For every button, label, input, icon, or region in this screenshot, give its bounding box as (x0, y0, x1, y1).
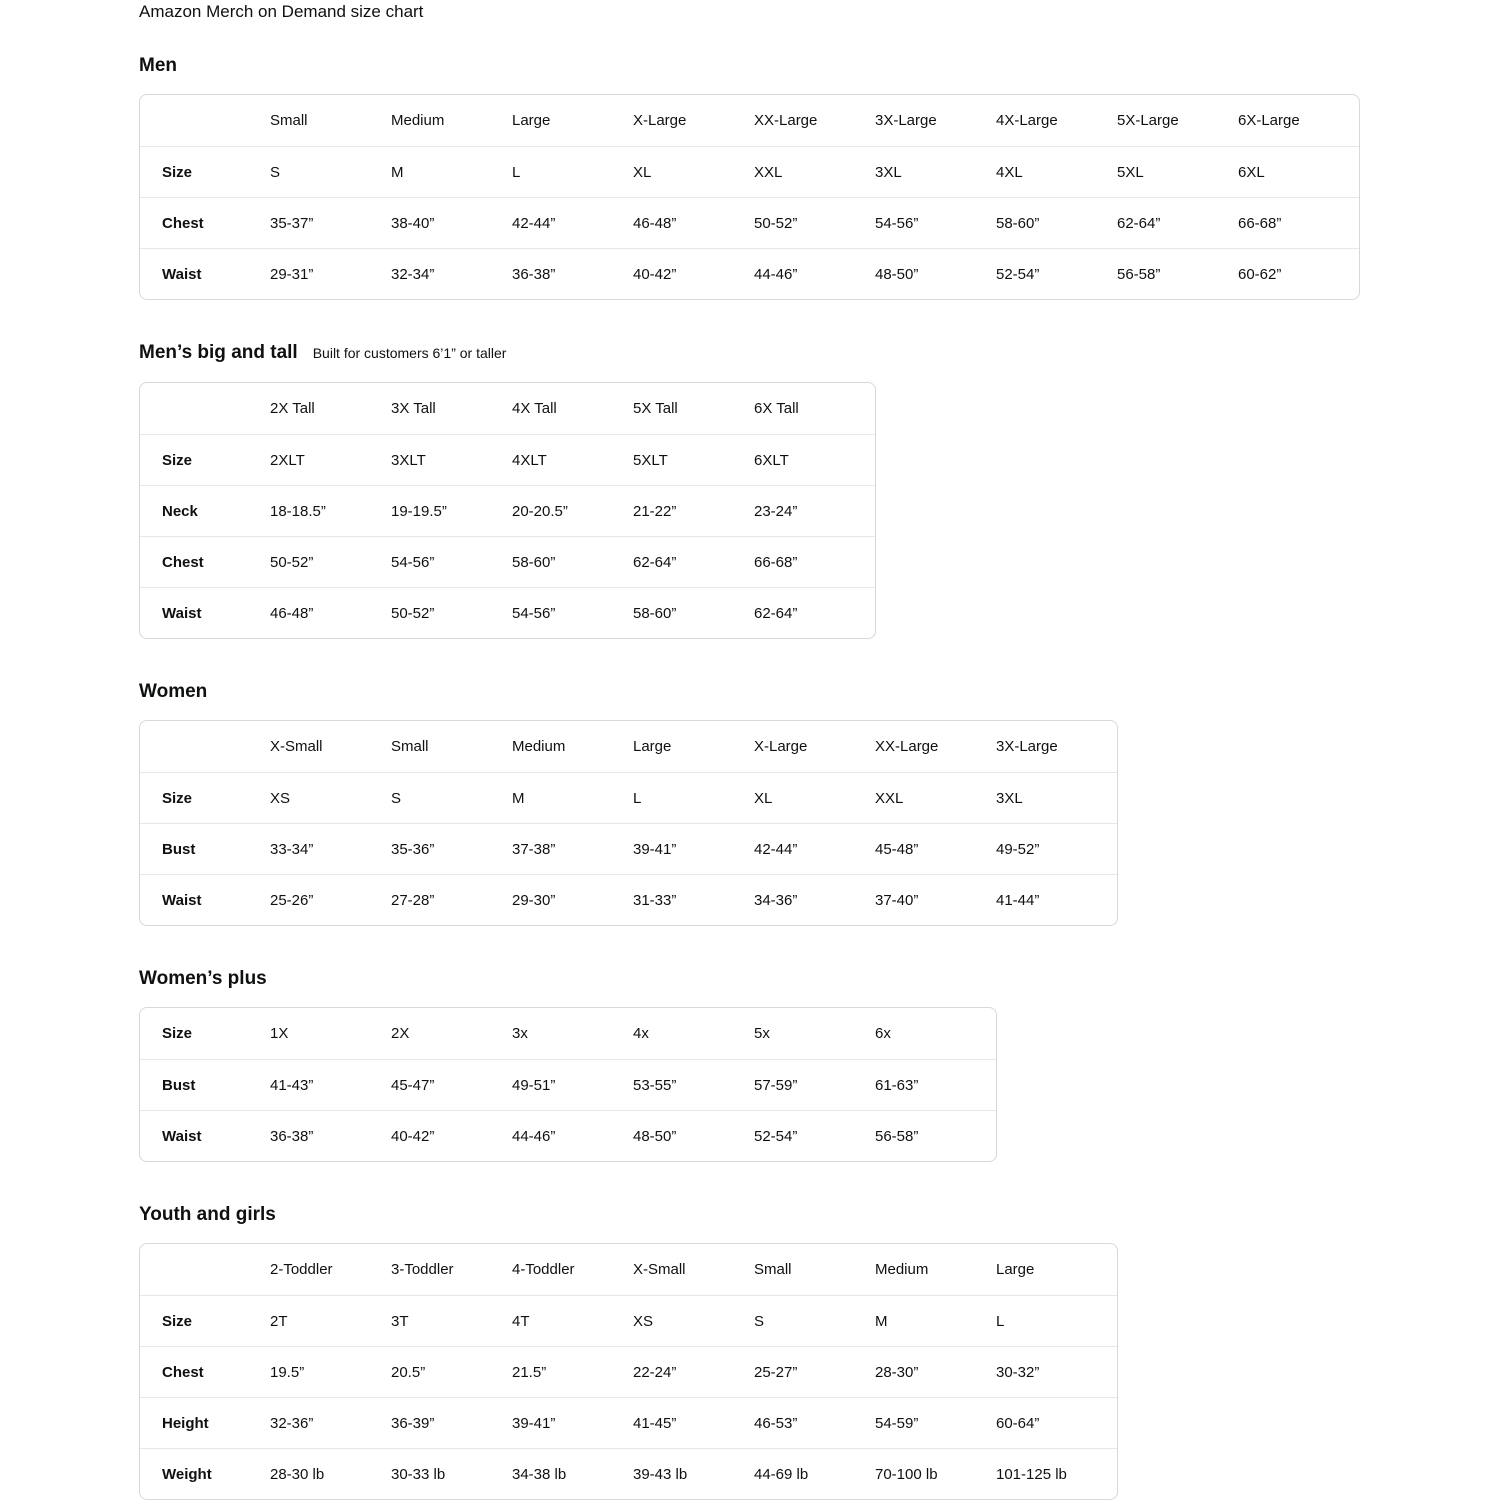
corner-cell (140, 95, 270, 146)
cell: 3XL (875, 146, 996, 197)
cell: 41-44” (996, 874, 1117, 925)
column-header: Small (270, 112, 308, 129)
cell: 6XLT (754, 434, 875, 485)
cell: XL (754, 772, 875, 823)
cell: 66-68” (754, 536, 875, 587)
cell: 20-20.5” (512, 485, 633, 536)
corner-cell (140, 383, 270, 434)
cell: 46-48” (633, 197, 754, 248)
cell: 33-34” (270, 823, 391, 874)
section-heading-text: Women (139, 681, 208, 702)
cell: 52-54” (754, 1110, 875, 1161)
cell: 39-41” (512, 1397, 633, 1448)
cell: 48-50” (633, 1110, 754, 1161)
row-label: Bust (140, 823, 270, 874)
cell: 38-40” (391, 197, 512, 248)
column-header: 3-Toddler (391, 1261, 454, 1278)
cell: 62-64” (754, 587, 875, 638)
cell: 49-52” (996, 823, 1117, 874)
column-header: 4-Toddler (512, 1261, 575, 1278)
column-header: 6X Tall (754, 400, 799, 417)
cell: 50-52” (754, 197, 875, 248)
table-row (140, 1059, 996, 1110)
column-header: Small (391, 738, 429, 755)
row-label: Size (162, 1025, 193, 1042)
section-heading-youth-and-girls (139, 1203, 1499, 1226)
cell: 45-47” (391, 1059, 512, 1110)
men-size-table (139, 94, 1360, 300)
cell: 1X (270, 1025, 289, 1042)
cell: 48-50” (875, 248, 996, 299)
cell: XXL (754, 146, 875, 197)
cell: XL (633, 146, 754, 197)
section-heading-womens-plus (139, 967, 1499, 990)
cell: 35-37” (270, 197, 391, 248)
cell: 39-41” (633, 823, 754, 874)
cell: 56-58” (875, 1110, 996, 1161)
cell: 54-56” (512, 587, 633, 638)
table-row (140, 1295, 1117, 1346)
table-row (140, 1397, 1117, 1448)
men-size-table-container (139, 94, 1499, 300)
cell: 5XLT (633, 434, 754, 485)
cell: 58-60” (512, 536, 633, 587)
cell: S (270, 146, 391, 197)
column-header: 4X Tall (512, 400, 557, 417)
row-label: Height (140, 1397, 270, 1448)
cell: 2T (270, 1295, 391, 1346)
table-row (140, 434, 875, 485)
row-label: Neck (140, 485, 270, 536)
cell: 4T (512, 1295, 633, 1346)
row-label: Size (140, 434, 270, 485)
column-header: X-Large (754, 738, 808, 755)
cell: 66-68” (1238, 197, 1359, 248)
cell: S (754, 1295, 875, 1346)
cell: XS (633, 1295, 754, 1346)
column-header-row (140, 383, 875, 434)
column-header-row (140, 1244, 1117, 1295)
cell: 3x (512, 1025, 528, 1042)
cell: 23-24” (754, 485, 875, 536)
cell: 28-30 lb (270, 1448, 391, 1499)
cell: 27-28” (391, 874, 512, 925)
youth-and-girls-size-table (139, 1243, 1118, 1500)
cell: M (875, 1295, 996, 1346)
column-header: 2-Toddler (270, 1261, 333, 1278)
column-header: X-Large (633, 112, 687, 129)
cell: 62-64” (1117, 197, 1238, 248)
cell: L (633, 772, 754, 823)
column-header-row (140, 95, 1359, 146)
table-row (140, 146, 1359, 197)
cell: 34-36” (754, 874, 875, 925)
cell: 30-32” (996, 1346, 1117, 1397)
section-heading-text: Men (139, 55, 177, 76)
cell: 2X (391, 1025, 410, 1042)
column-header: 2X Tall (270, 400, 315, 417)
row-label: Size (140, 146, 270, 197)
cell: 18-18.5” (270, 485, 391, 536)
corner-cell (140, 721, 270, 772)
cell: 30-33 lb (391, 1448, 512, 1499)
row-label: Weight (140, 1448, 270, 1499)
cell: 36-38” (512, 248, 633, 299)
column-header: 6X-Large (1238, 112, 1300, 129)
cell: 21-22” (633, 485, 754, 536)
column-header: Large (512, 112, 551, 129)
cell: 37-40” (875, 874, 996, 925)
cell: 101-125 lb (996, 1448, 1117, 1499)
table-row (140, 1448, 1117, 1499)
cell: 61-63” (875, 1059, 996, 1110)
cell: 32-36” (270, 1397, 391, 1448)
cell: XS (270, 772, 391, 823)
cell: 29-30” (512, 874, 633, 925)
table-row (140, 1346, 1117, 1397)
cell: 45-48” (875, 823, 996, 874)
mens-big-and-tall-size-table (139, 382, 876, 639)
cell: S (391, 772, 512, 823)
cell: 54-59” (875, 1397, 996, 1448)
cell: 4XLT (512, 434, 633, 485)
cell: 35-36” (391, 823, 512, 874)
cell: 31-33” (633, 874, 754, 925)
section-womens-plus (139, 967, 1499, 1162)
cell: 54-56” (875, 197, 996, 248)
cell: 39-43 lb (633, 1448, 754, 1499)
row-label: Chest (140, 1346, 270, 1397)
cell: 25-26” (270, 874, 391, 925)
column-header: Small (754, 1261, 792, 1278)
cell: 5x (754, 1025, 770, 1042)
cell: 49-51” (512, 1059, 633, 1110)
column-header: 5X-Large (1117, 112, 1179, 129)
table-row (140, 536, 875, 587)
cell: 5XL (1117, 146, 1238, 197)
cell: 41-43” (270, 1059, 391, 1110)
table-row (140, 485, 875, 536)
section-heading-women (139, 680, 1499, 703)
column-header: Medium (512, 738, 566, 755)
row-label: Chest (140, 197, 270, 248)
cell: 42-44” (754, 823, 875, 874)
cell: 4XL (996, 146, 1117, 197)
womens-plus-size-table-container (139, 1007, 1499, 1162)
column-header: Large (996, 1261, 1035, 1278)
cell: 58-60” (996, 197, 1117, 248)
section-subtitle: Built for customers 6’1” or taller (312, 345, 507, 361)
column-header: 4X-Large (996, 112, 1058, 129)
cell: 28-30” (875, 1346, 996, 1397)
cell: 44-69 lb (754, 1448, 875, 1499)
cell: XXL (875, 772, 996, 823)
column-header: X-Small (633, 1261, 686, 1278)
row-label: Waist (140, 248, 270, 299)
column-header: Large (633, 738, 672, 755)
women-size-table-container (139, 720, 1499, 926)
cell: M (512, 772, 633, 823)
cell: 6XL (1238, 146, 1359, 197)
section-heading-mens-big-and-tall (139, 341, 1499, 365)
column-header: Medium (875, 1261, 929, 1278)
column-header: 3X Tall (391, 400, 436, 417)
cell: 53-55” (633, 1059, 754, 1110)
table-row (140, 1110, 996, 1161)
cell: 34-38 lb (512, 1448, 633, 1499)
row-label: Size (140, 1295, 270, 1346)
column-header: Medium (391, 112, 445, 129)
row-label: Waist (140, 874, 270, 925)
womens-plus-size-table (139, 1007, 997, 1162)
cell: 3T (391, 1295, 512, 1346)
cell: 50-52” (391, 587, 512, 638)
table-row (140, 1008, 996, 1059)
section-youth-and-girls (139, 1203, 1499, 1500)
cell: 2XLT (270, 434, 391, 485)
row-label: Chest (140, 536, 270, 587)
table-row (140, 823, 1117, 874)
cell: 22-24” (633, 1346, 754, 1397)
cell: 3XL (996, 772, 1117, 823)
cell: 58-60” (633, 587, 754, 638)
cell: 20.5” (391, 1346, 512, 1397)
table-row (140, 587, 875, 638)
row-label: Waist (140, 587, 270, 638)
cell: 52-54” (996, 248, 1117, 299)
table-row (140, 874, 1117, 925)
table-row (140, 248, 1359, 299)
column-header: XX-Large (754, 112, 818, 129)
youth-and-girls-size-table-container (139, 1243, 1499, 1500)
cell: 42-44” (512, 197, 633, 248)
row-label: Bust (140, 1059, 270, 1110)
column-header: 3X-Large (875, 112, 937, 129)
cell: 70-100 lb (875, 1448, 996, 1499)
section-women (139, 680, 1499, 926)
cell: 36-38” (270, 1110, 391, 1161)
cell: 60-64” (996, 1397, 1117, 1448)
cell: L (996, 1295, 1117, 1346)
cell: 44-46” (754, 248, 875, 299)
cell: 4x (633, 1025, 649, 1042)
section-mens-big-and-tall (139, 341, 1499, 639)
cell: 46-53” (754, 1397, 875, 1448)
table-row (140, 772, 1117, 823)
section-heading-text: Women’s plus (139, 968, 267, 989)
cell: 21.5” (512, 1346, 633, 1397)
corner-cell (140, 1244, 270, 1295)
table-row (140, 197, 1359, 248)
cell: 56-58” (1117, 248, 1238, 299)
cell: 60-62” (1238, 248, 1359, 299)
women-size-table (139, 720, 1118, 926)
cell: 29-31” (270, 248, 391, 299)
cell: 62-64” (633, 536, 754, 587)
section-heading-men (139, 54, 1499, 77)
cell: 50-52” (270, 536, 391, 587)
cell: 40-42” (633, 248, 754, 299)
cell: 19.5” (270, 1346, 391, 1397)
cell: 44-46” (512, 1110, 633, 1161)
column-header-row (140, 721, 1117, 772)
column-header: X-Small (270, 738, 323, 755)
cell: 3XLT (391, 434, 512, 485)
section-heading-text: Youth and girls (139, 1204, 276, 1225)
cell: 6x (875, 1025, 891, 1042)
cell: 36-39” (391, 1397, 512, 1448)
cell: 41-45” (633, 1397, 754, 1448)
section-men (139, 54, 1499, 300)
row-label: Size (140, 772, 270, 823)
cell: 32-34” (391, 248, 512, 299)
section-heading-text: Men’s big and tall (139, 342, 298, 363)
cell: 54-56” (391, 536, 512, 587)
cell: 40-42” (391, 1110, 512, 1161)
cell: M (391, 146, 512, 197)
column-header: 3X-Large (996, 738, 1058, 755)
cell: 19-19.5” (391, 485, 512, 536)
row-label: Waist (140, 1110, 270, 1161)
cell: 46-48” (270, 587, 391, 638)
column-header: XX-Large (875, 738, 939, 755)
cell: 37-38” (512, 823, 633, 874)
cell: 57-59” (754, 1059, 875, 1110)
column-header: 5X Tall (633, 400, 678, 417)
mens-big-and-tall-size-table-container (139, 382, 1499, 639)
cell: 25-27” (754, 1346, 875, 1397)
page-title: Amazon Merch on Demand size chart (139, 2, 424, 21)
cell: L (512, 146, 633, 197)
